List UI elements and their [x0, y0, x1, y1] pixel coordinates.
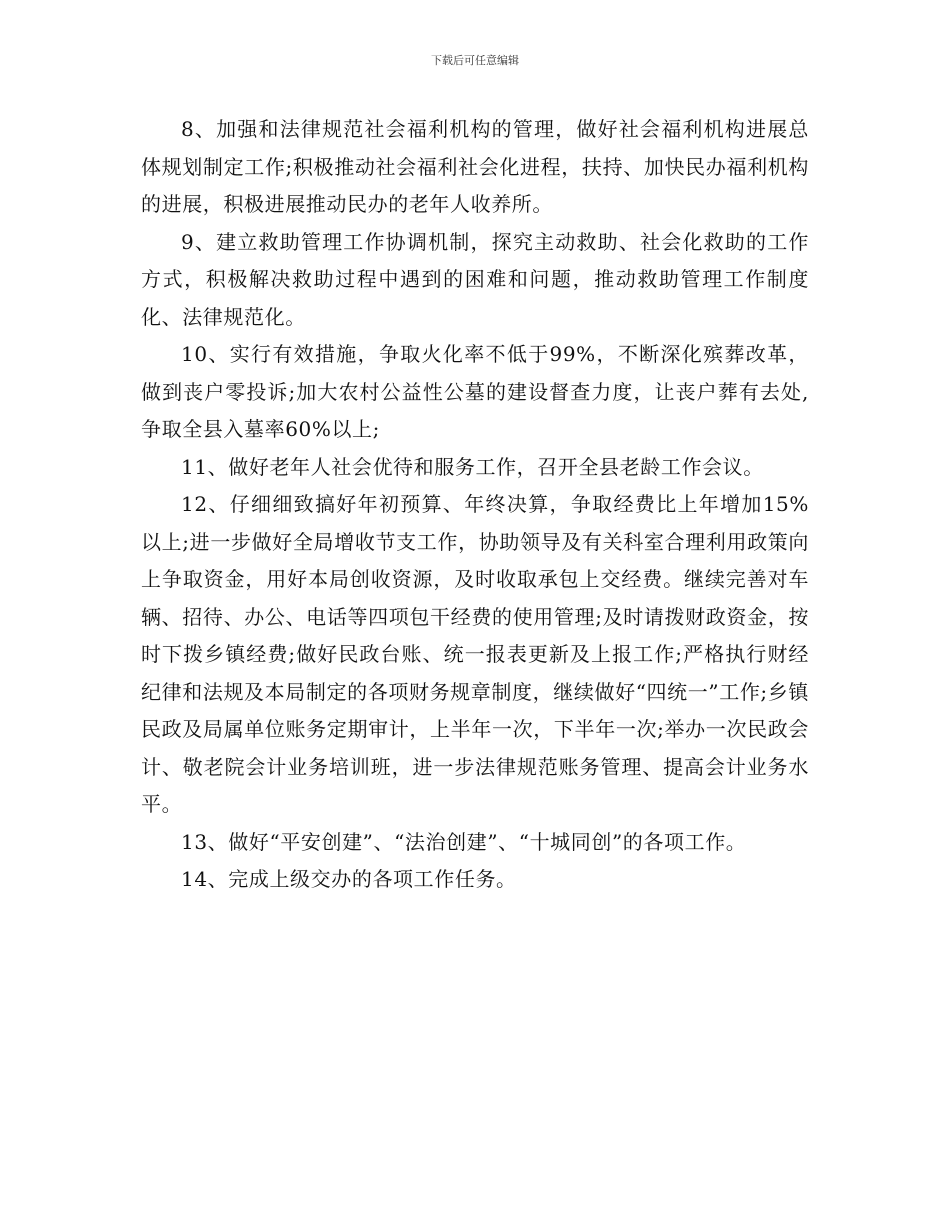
paragraph-item-10: 10、实行有效措施，争取火化率不低于99%，不断深化殡葬改革，做到丧户零投诉;加大农村公益性公墓的建设督查力度，让丧户葬有去处,争取全县入墓率60%以上; — [141, 342, 809, 441]
paragraph-item-9: 9、建立救助管理工作协调机制，探究主动救助、社会化救助的工作方式，积极解决救助过程中遇到的困难和问题，推动救助管理工作制度化、法律规范化。 — [141, 229, 809, 329]
paragraph-item-13: 13、做好“平安创建”、“法治创建”、“十城同创”的各项工作。 — [181, 829, 747, 854]
paragraph-item-8: 8、加强和法律规范社会福利机构的管理，做好社会福利机构进展总体规划制定工作;积极推动社会福利社会化进程，扶持、加快民办福利机构的进展，积极进展推动民办的老年人收养所。 — [141, 117, 809, 216]
paragraph-item-14: 14、完成上级交办的各项工作任务。 — [181, 867, 517, 891]
document-body — [141, 111, 809, 899]
paragraph-item-11: 11、做好老年人社会优待和服务工作，召开全县老龄工作会议。 — [181, 454, 764, 479]
page-header: 下载后可任意编辑 — [431, 54, 519, 67]
paragraph-item-12: 12、仔细细致搞好年初预算、年终决算，争取经费比上年增加15%以上;进一步做好全局增收节支工作，协助领导及有关科室合理利用政策向上争取资金，用好本局创收资源，及时收取承包上交经费。继续完善对车辆、招待、办公、电话等四项包干经费的使用管理;及时请拨财政资金，按时下拨乡镇经费;做好民政台账、统一报表更新及上报工作;严格执行财经纪律和法规及本局制定的各项财务规章制度，继续做好“四统一”工作;乡镇民政及局属单位账务定期审计，上半年一次，下半年一次;举办一次民政会计、敬老院会计业务培训班，进一步法律规范账务管理、提高会计业务水平。 — [141, 492, 809, 816]
